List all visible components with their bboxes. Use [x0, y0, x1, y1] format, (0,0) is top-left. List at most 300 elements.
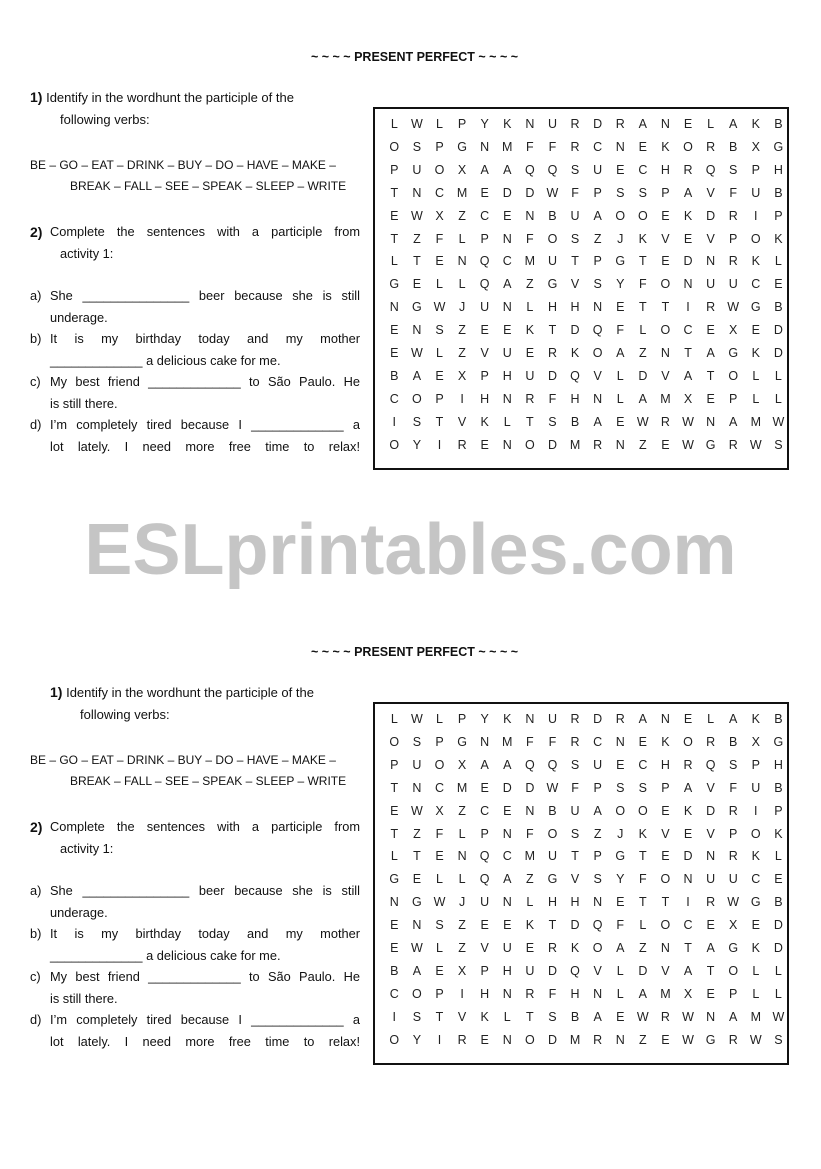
word-search-grid — [373, 107, 789, 470]
grid-letter: T — [526, 1009, 534, 1024]
grid-letter: L — [774, 963, 782, 978]
grid-letter: O — [728, 368, 739, 383]
grid-letter: T — [639, 300, 647, 315]
grid-letter: Q — [592, 323, 603, 338]
grid-letter: P — [751, 757, 760, 772]
grid-letter: P — [480, 368, 489, 383]
grid-letter: B — [774, 895, 783, 910]
grid-letter: A — [593, 208, 602, 223]
grid-row — [383, 163, 790, 177]
indent — [30, 945, 50, 967]
sentence-line — [30, 393, 360, 415]
grid-letter: Z — [593, 826, 602, 841]
worksheet-title: ~ ~ ~ ~ PRESENT PERFECT ~ ~ ~ ~ — [310, 645, 519, 659]
grid-letter: T — [571, 254, 579, 269]
sentence-item — [30, 328, 360, 371]
grid-letter: S — [412, 734, 422, 749]
sentence-text: My best friend _____________ to São Paulo. He — [50, 374, 360, 389]
grid-letter: B — [774, 300, 783, 315]
grid-letter: A — [683, 780, 693, 795]
grid-letter: P — [390, 757, 399, 772]
grid-letter: H — [480, 986, 490, 1001]
grid-letter: K — [751, 117, 760, 131]
grid-letter: V — [457, 1009, 467, 1024]
grid-letter: H — [660, 757, 670, 772]
grid-letter: E — [683, 826, 693, 841]
grid-letter: U — [751, 185, 761, 200]
grid-letter: A — [503, 872, 512, 887]
grid-letter: W — [727, 300, 740, 315]
grid-letter: M — [524, 849, 536, 864]
grid-letter: D — [525, 185, 535, 200]
grid-letter: T — [548, 918, 557, 933]
sentence-label: a) — [30, 883, 42, 898]
grid-letter: M — [569, 437, 581, 452]
grid-letter: O — [524, 1032, 535, 1047]
grid-letter: L — [390, 849, 398, 864]
grid-letter: Q — [592, 918, 603, 933]
grid-letter: R — [525, 391, 535, 406]
grid-letter: F — [729, 185, 738, 200]
grid-letter: R — [547, 346, 557, 360]
grid-letter: J — [617, 231, 624, 246]
grid-letter: P — [593, 780, 602, 795]
grid-letter: W — [772, 1009, 785, 1024]
grid-letter: D — [547, 1032, 557, 1047]
grid-letter: E — [480, 437, 489, 452]
grid-letter: P — [390, 162, 399, 177]
grid-letter: A — [638, 117, 647, 131]
grid-letter: F — [571, 185, 579, 200]
grid-letter: L — [436, 346, 443, 360]
grid-letter: M — [750, 414, 761, 429]
grid-letter: E — [706, 918, 715, 933]
grid-letter: Y — [616, 277, 625, 292]
grid-letter: W — [682, 414, 694, 429]
grid-letter: S — [774, 437, 783, 452]
grid-row — [383, 964, 790, 978]
grid-letter: U — [593, 757, 603, 772]
grid-letter: O — [683, 139, 693, 154]
grid-letter: B — [729, 734, 738, 749]
grid-letter: W — [410, 712, 423, 726]
grid-letter: M — [502, 734, 513, 749]
grid-letter: T — [526, 414, 534, 429]
grid-letter: T — [413, 254, 421, 269]
grid-letter: D — [502, 780, 512, 795]
grid-letter: N — [412, 185, 422, 200]
grid-letter: L — [436, 117, 443, 131]
grid-letter: C — [389, 391, 399, 406]
grid-letter: R — [706, 734, 716, 749]
grid-letter: T — [639, 254, 647, 269]
grid-letter: T — [435, 1009, 444, 1024]
grid-letter: L — [503, 414, 511, 429]
instruction-text: Complete the sentences with a participle from — [50, 224, 360, 239]
sentence-text: It is my birthday today and my mother — [50, 331, 360, 346]
grid-letter: F — [548, 986, 557, 1001]
grid-letter: L — [774, 986, 782, 1001]
grid-letter: C — [593, 734, 603, 749]
grid-letter: Y — [412, 1032, 422, 1047]
instruction-line: activity 1: — [60, 841, 114, 856]
grid-letter: S — [435, 323, 444, 338]
sentence-line — [30, 966, 360, 988]
grid-letter: E — [661, 849, 670, 864]
grid-letter: V — [661, 826, 670, 841]
grid-letter: D — [683, 254, 693, 269]
instruction-line — [30, 816, 360, 838]
verb-list-line: BREAK – FALL – SEE – SPEAK – SLEEP – WRITE — [70, 179, 347, 193]
sentence-line — [30, 436, 360, 458]
grid-letter: V — [706, 826, 715, 841]
grid-letter: N — [457, 254, 467, 269]
grid-letter: A — [729, 712, 738, 726]
grid-letter: R — [683, 162, 693, 177]
grid-letter: T — [639, 849, 647, 864]
grid-letter: N — [525, 803, 535, 818]
grid-letter: A — [593, 803, 602, 818]
grid-letter: K — [751, 254, 760, 269]
sentence-line — [30, 1009, 360, 1031]
grid-letter: N — [412, 780, 422, 795]
sentence-label: c) — [30, 969, 41, 984]
grid-letter: X — [435, 208, 444, 223]
grid-letter: R — [728, 437, 738, 452]
grid-row — [383, 781, 790, 795]
grid-letter: O — [434, 757, 445, 772]
grid-letter: O — [412, 986, 422, 1001]
grid-letter: S — [638, 780, 647, 795]
grid-letter: A — [729, 117, 738, 131]
sentence-label: a) — [30, 288, 42, 303]
grid-letter: S — [616, 185, 625, 200]
grid-letter: Q — [479, 872, 490, 887]
grid-letter: G — [389, 872, 400, 887]
grid-letter: X — [435, 803, 444, 818]
grid-letter: Z — [639, 437, 647, 452]
sentence-text: My best friend _____________ to São Paulo. He — [50, 969, 360, 984]
grid-letter: E — [503, 918, 512, 933]
grid-letter: V — [570, 277, 580, 292]
grid-row — [383, 849, 790, 863]
grid-letter: O — [683, 734, 693, 749]
grid-letter: F — [435, 231, 444, 246]
grid-letter: P — [661, 185, 670, 200]
grid-letter: N — [480, 734, 490, 749]
grid-letter: S — [570, 757, 580, 772]
exercise-number: 2) — [30, 819, 43, 835]
grid-letter: S — [412, 1009, 422, 1024]
grid-letter: M — [456, 185, 468, 200]
grid-letter: F — [729, 780, 738, 795]
grid-letter: L — [639, 918, 647, 933]
sentence-line — [30, 880, 360, 902]
verb-list-line: BE – GO – EAT – DRINK – BUY – DO – HAVE – MAKE – — [30, 158, 336, 172]
grid-letter: D — [547, 437, 557, 452]
grid-letter: T — [548, 323, 557, 338]
grid-letter: W — [546, 185, 559, 200]
grid-letter: V — [706, 185, 715, 200]
grid-letter: B — [548, 803, 557, 818]
grid-letter: D — [638, 963, 648, 978]
grid-letter: N — [660, 346, 670, 360]
grid-letter: T — [706, 963, 715, 978]
exercise-number: 1) — [50, 684, 63, 700]
grid-letter: H — [570, 391, 580, 406]
grid-letter: Y — [480, 712, 489, 726]
grid-letter: I — [460, 986, 464, 1001]
grid-letter: F — [639, 872, 647, 887]
grid-letter: R — [728, 803, 738, 818]
sentence-line — [30, 414, 360, 436]
grid-letter: A — [480, 757, 489, 772]
grid-row — [383, 712, 790, 726]
grid-letter: R — [728, 1032, 738, 1047]
sentence-item — [30, 966, 360, 1009]
grid-letter: D — [593, 117, 603, 131]
sentence-text: _____________ a delicious cake for me. — [50, 947, 281, 963]
grid-letter: C — [480, 803, 490, 818]
grid-letter: N — [706, 849, 716, 864]
grid-letter: K — [774, 231, 783, 246]
grid-letter: W — [410, 117, 423, 131]
grid-letter: E — [435, 849, 444, 864]
grid-letter: U — [547, 254, 557, 269]
grid-row — [383, 209, 790, 223]
verb-list-line: BREAK – FALL – SEE – SPEAK – SLEEP – WRITE — [70, 774, 347, 788]
grid-letter: E — [683, 712, 693, 726]
grid-letter: S — [616, 780, 625, 795]
grid-letter: E — [503, 208, 512, 223]
grid-letter: A — [593, 1009, 602, 1024]
grid-letter: T — [390, 826, 399, 841]
grid-letter: Z — [458, 941, 466, 955]
grid-letter: F — [616, 323, 625, 338]
grid-letter: G — [547, 277, 558, 292]
grid-letter: A — [503, 162, 512, 177]
grid-letter: Z — [413, 826, 421, 841]
grid-letter: V — [661, 368, 670, 383]
grid-letter: R — [547, 941, 557, 955]
grid-letter: K — [503, 117, 512, 131]
grid-row — [383, 827, 790, 841]
grid-letter: O — [389, 139, 400, 154]
grid-letter: F — [548, 734, 557, 749]
grid-letter: A — [706, 346, 715, 360]
worksheet-title: ~ ~ ~ ~ PRESENT PERFECT ~ ~ ~ ~ — [310, 50, 519, 64]
grid-letter: D — [547, 963, 557, 978]
verb-list-line: BE – GO – EAT – DRINK – BUY – DO – HAVE – MAKE – — [30, 753, 336, 767]
grid-letter: W — [636, 1009, 649, 1024]
grid-letter: H — [502, 963, 512, 978]
grid-letter: G — [457, 734, 467, 749]
grid-letter: H — [547, 895, 557, 910]
grid-letter: N — [706, 1009, 716, 1024]
grid-letter: X — [457, 757, 467, 772]
grid-letter: D — [706, 803, 716, 818]
grid-letter: A — [503, 277, 512, 292]
grid-letter: G — [547, 872, 558, 887]
grid-letter: K — [751, 849, 760, 864]
grid-letter: N — [660, 712, 670, 726]
grid-letter: C — [683, 323, 693, 338]
grid-letter: F — [526, 826, 534, 841]
grid-letter: L — [707, 712, 715, 726]
sentence-line — [30, 371, 360, 393]
grid-letter: L — [526, 300, 534, 315]
grid-letter: B — [729, 139, 738, 154]
grid-letter: R — [660, 414, 670, 429]
grid-letter: E — [435, 368, 444, 383]
grid-letter: R — [615, 117, 625, 131]
grid-row — [383, 392, 790, 406]
grid-letter: N — [502, 895, 512, 910]
grid-letter: I — [392, 1009, 397, 1024]
grid-letter: R — [457, 1032, 467, 1047]
grid-row — [383, 735, 790, 749]
grid-row — [383, 300, 790, 314]
grid-letter: T — [413, 849, 421, 864]
grid-letter: N — [593, 986, 603, 1001]
grid-letter: E — [616, 1009, 625, 1024]
grid-letter: D — [502, 185, 512, 200]
grid-letter: N — [706, 414, 716, 429]
sentence-text: underage. — [50, 309, 108, 325]
grid-letter: P — [729, 986, 738, 1001]
grid-letter: C — [638, 162, 648, 177]
grid-letter: C — [434, 780, 444, 795]
grid-letter: C — [593, 139, 603, 154]
grid-letter: N — [457, 849, 467, 864]
grid-letter: H — [570, 895, 580, 910]
grid-letter: K — [480, 414, 489, 429]
grid-letter: V — [480, 346, 489, 360]
grid-letter: E — [390, 803, 399, 818]
instruction-text: Identify in the wordhunt the participle of the — [66, 685, 314, 700]
grid-letter: R — [593, 1032, 603, 1047]
sentence-text: lot lately. I need more free time to relax! — [50, 1033, 360, 1049]
grid-letter: Q — [705, 162, 716, 177]
sentence-line — [30, 328, 360, 350]
grid-letter: U — [706, 277, 716, 292]
grid-letter: K — [683, 803, 693, 818]
grid-letter: E — [412, 277, 422, 292]
grid-letter: Q — [524, 757, 535, 772]
grid-letter: G — [457, 139, 467, 154]
grid-letter: L — [774, 391, 782, 406]
grid-letter: L — [752, 986, 760, 1001]
grid-letter: P — [729, 231, 738, 246]
indent — [30, 902, 50, 924]
worksheet-copy — [0, 595, 821, 1155]
grid-letter: V — [593, 368, 602, 383]
grid-letter: O — [660, 872, 671, 887]
grid-letter: S — [548, 1009, 557, 1024]
grid-letter: L — [707, 117, 715, 131]
grid-letter: O — [389, 734, 400, 749]
grid-letter: J — [458, 300, 466, 315]
grid-row — [383, 140, 790, 154]
worksheet-copy — [0, 0, 821, 560]
grid-letter: V — [661, 231, 670, 246]
grid-letter: R — [457, 437, 467, 452]
grid-letter: G — [389, 277, 400, 292]
grid-row — [383, 438, 790, 452]
grid-letter: D — [547, 368, 557, 383]
grid-letter: U — [412, 757, 422, 772]
indent — [30, 988, 50, 1010]
grid-letter: W — [410, 208, 423, 223]
grid-letter: M — [456, 780, 468, 795]
grid-letter: C — [480, 208, 490, 223]
grid-letter: U — [480, 895, 490, 910]
grid-letter: E — [638, 139, 647, 154]
grid-letter: N — [412, 323, 422, 338]
grid-letter: R — [615, 712, 625, 726]
sentence-line — [30, 902, 360, 924]
grid-letter: W — [410, 346, 423, 360]
grid-letter: N — [593, 895, 603, 910]
sentence-line — [30, 285, 360, 307]
sentence-label: b) — [30, 926, 42, 941]
grid-letter: E — [503, 803, 512, 818]
grid-letter: L — [616, 368, 624, 383]
grid-letter: F — [548, 391, 557, 406]
grid-letter: K — [638, 826, 647, 841]
sentence-label: c) — [30, 374, 41, 389]
grid-letter: L — [390, 117, 398, 131]
grid-letter: D — [706, 208, 716, 223]
grid-letter: F — [526, 734, 534, 749]
grid-letter: Z — [639, 346, 647, 360]
grid-letter: A — [729, 414, 738, 429]
grid-letter: H — [547, 300, 557, 315]
grid-letter: K — [570, 346, 580, 360]
grid-letter: E — [480, 185, 489, 200]
grid-letter: W — [682, 437, 694, 452]
grid-letter: K — [570, 941, 580, 955]
grid-letter: I — [437, 1032, 442, 1047]
grid-letter: L — [458, 277, 466, 292]
grid-letter: G — [412, 300, 422, 315]
grid-letter: V — [661, 963, 670, 978]
sentence-item — [30, 1009, 360, 1052]
grid-letter: O — [389, 1032, 400, 1047]
sentence-text: She _______________ beer because she is still — [50, 288, 360, 303]
grid-letter: S — [593, 277, 602, 292]
grid-letter: L — [436, 712, 443, 726]
grid-letter: M — [524, 254, 536, 269]
grid-letter: X — [729, 323, 738, 338]
grid-letter: V — [593, 963, 602, 978]
grid-letter: P — [751, 162, 760, 177]
exercise-1-instruction — [50, 681, 370, 726]
grid-letter: D — [638, 368, 648, 383]
grid-letter: U — [547, 712, 557, 726]
grid-letter: W — [410, 941, 423, 955]
grid-letter: J — [617, 826, 624, 841]
grid-letter: G — [412, 895, 422, 910]
grid-letter: D — [773, 323, 783, 338]
grid-letter: O — [547, 231, 558, 246]
grid-letter: N — [525, 712, 535, 726]
grid-letter: N — [525, 117, 535, 131]
grid-letter: K — [480, 1009, 489, 1024]
grid-letter: H — [773, 162, 783, 177]
grid-letter: E — [661, 254, 670, 269]
sentence-line — [30, 307, 360, 329]
